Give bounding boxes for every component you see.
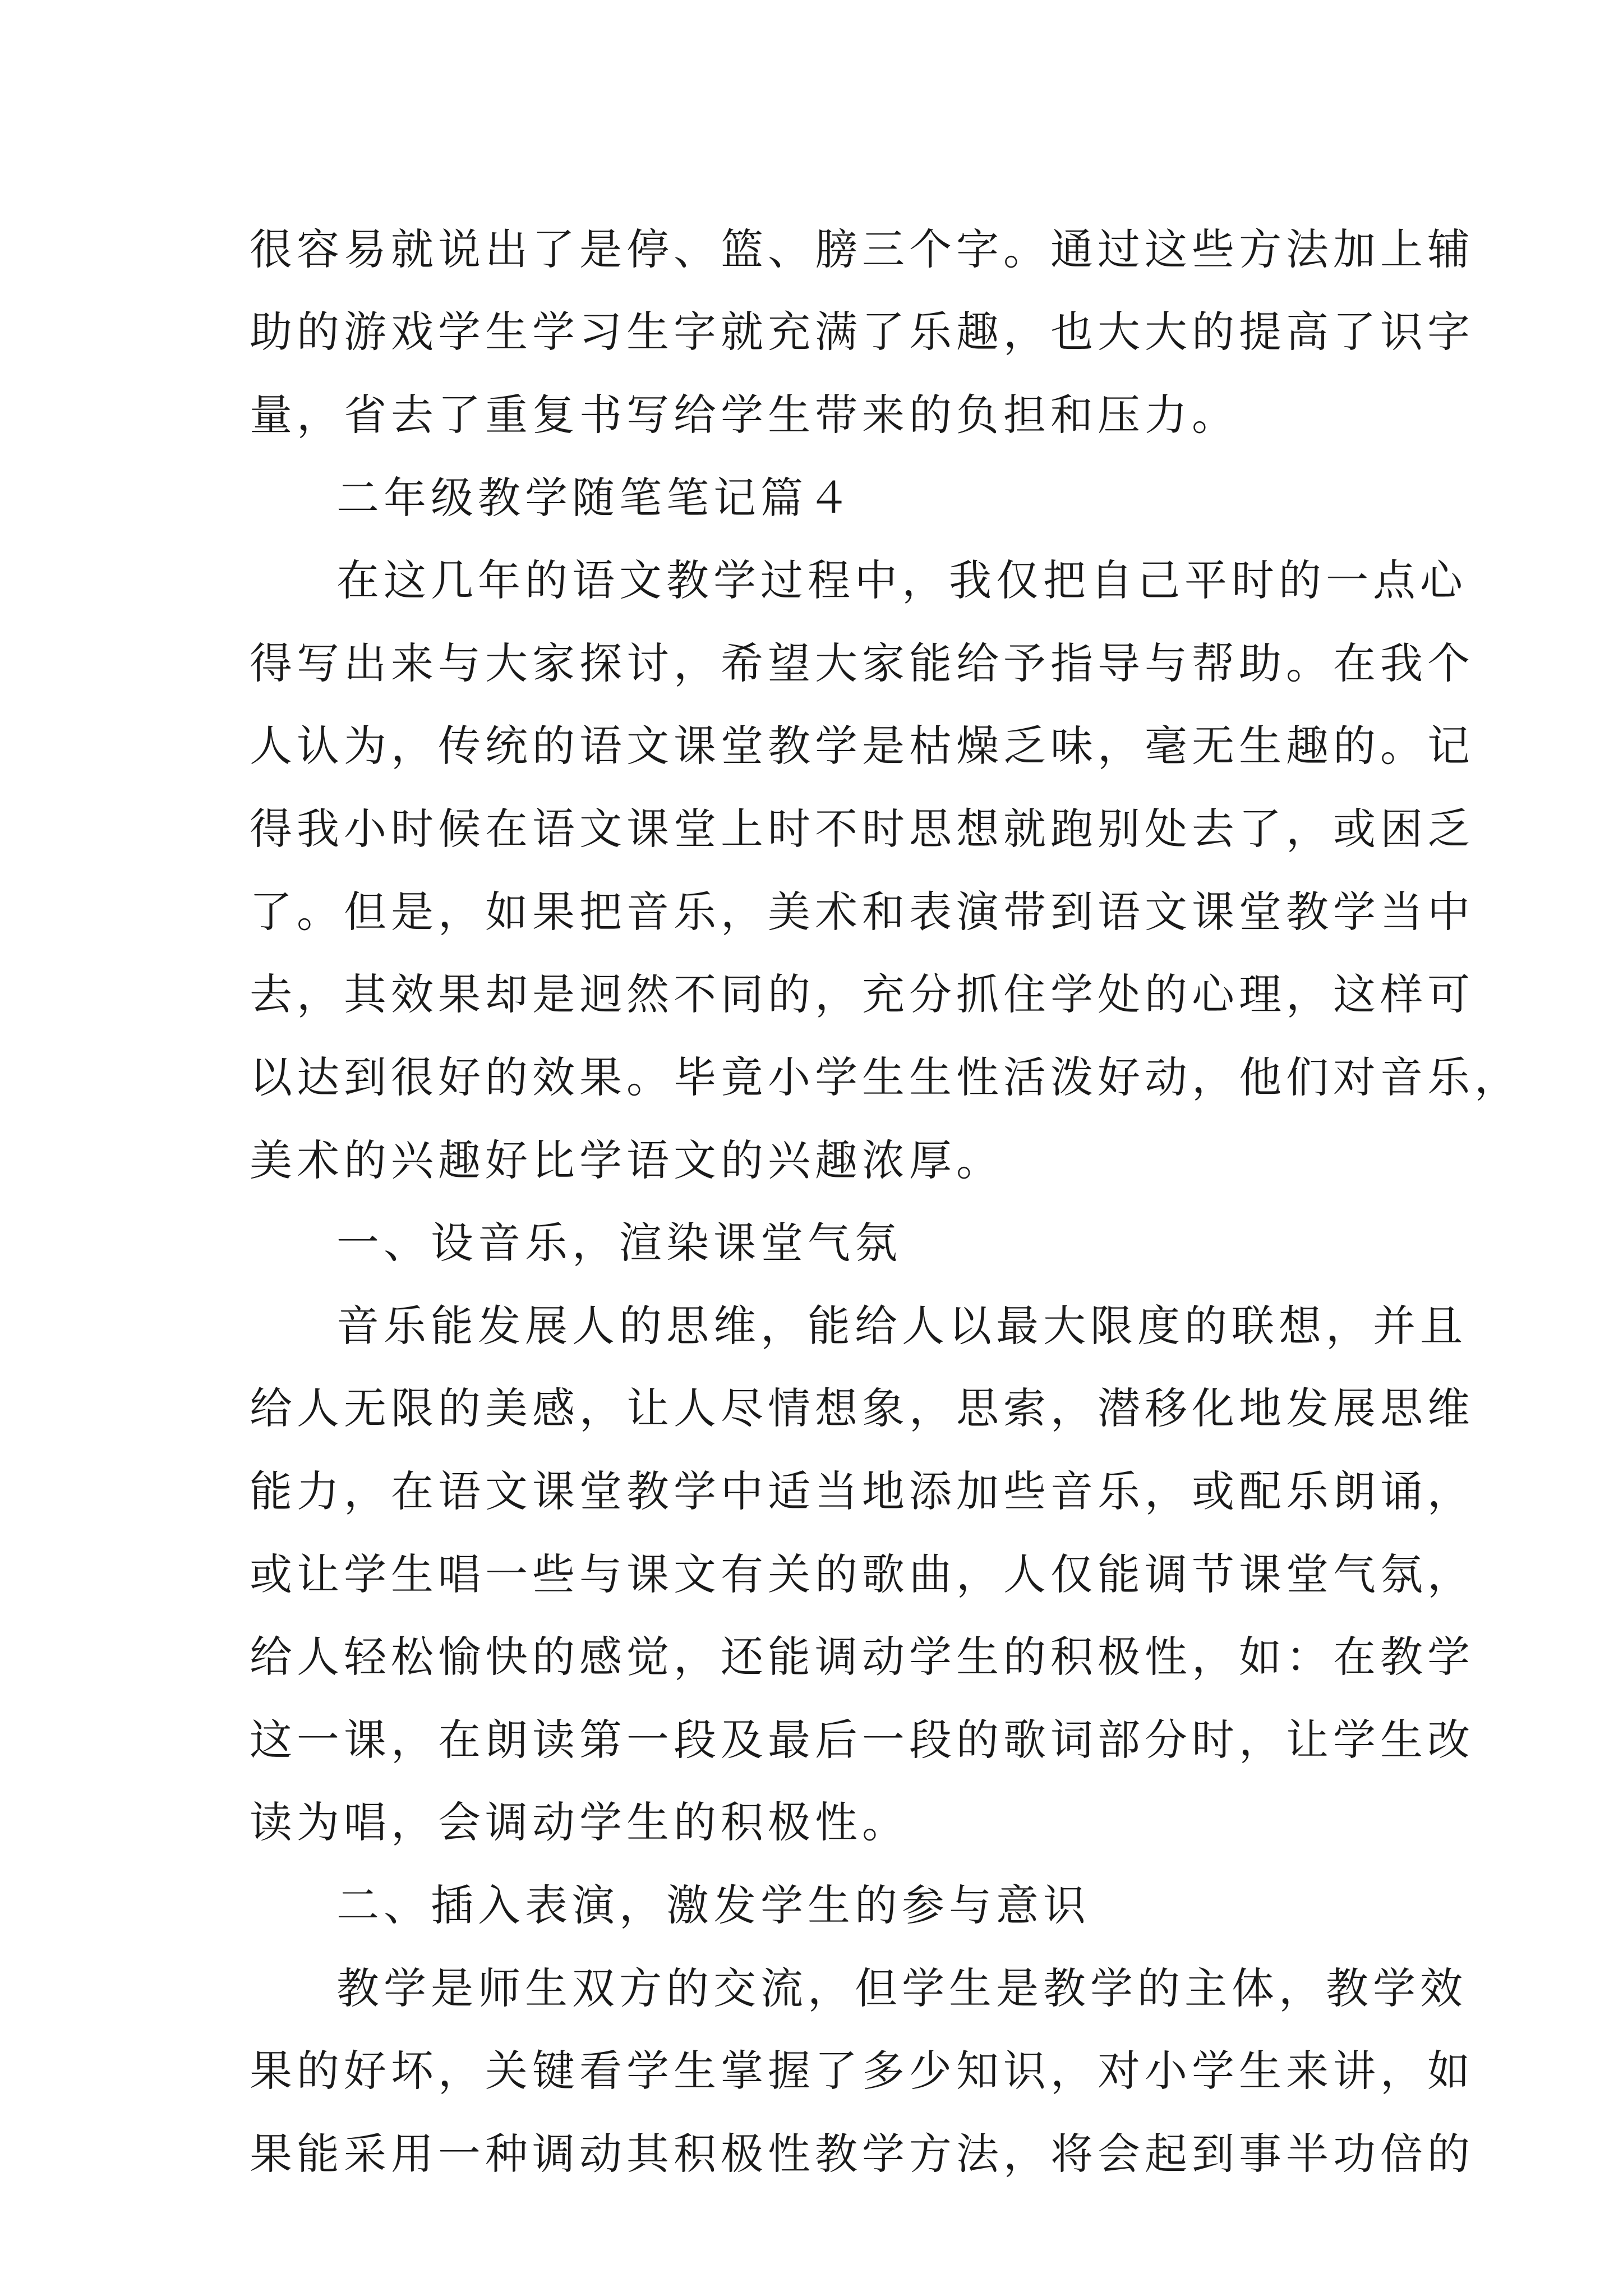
text-line: 果的好坏，关键看学生掌握了多少知识，对小学生来讲，如 xyxy=(250,2046,1474,2096)
text-line: 了。但是，如果把音乐，美术和表演带到语文课堂教学当中 xyxy=(250,887,1474,937)
text-line: 果能采用一种调动其积极性教学方法，将会起到事半功倍的 xyxy=(250,2129,1474,2179)
text-line: 音乐能发展人的思维，能给人以最大限度的联想，并且 xyxy=(336,1301,1467,1351)
text-line: 去，其效果却是迥然不同的，充分抓住学处的心理，这样可 xyxy=(250,969,1474,1019)
text-line: 得写出来与大家探讨，希望大家能给予指导与帮助。在我个 xyxy=(250,638,1474,688)
text-line: 给人轻松愉快的感觉，还能调动学生的积极性，如：在教学 xyxy=(250,1632,1474,1682)
subsection-heading: 一、设音乐，渲染课堂气氛 xyxy=(336,1218,902,1268)
subsection-heading: 二、插入表演，激发学生的参与意识 xyxy=(336,1880,1090,1930)
text-line: 教学是师生双方的交流，但学生是教学的主体，教学效 xyxy=(336,1963,1467,2013)
text-line: 很容易就说出了是停、篮、膀三个字。通过这些方法加上辅 xyxy=(250,224,1474,274)
text-line: 得我小时候在语文课堂上时不时思想就跑别处去了，或困乏 xyxy=(250,804,1474,854)
text-line: 以达到很好的效果。毕竟小学生生性活泼好动，他们对音乐， xyxy=(250,1052,1521,1102)
text-line: 在这几年的语文教学过程中，我仅把自己平时的一点心 xyxy=(336,555,1467,605)
text-line: 助的游戏学生学习生字就充满了乐趣，也大大的提高了识字 xyxy=(250,307,1474,357)
text-line: 人认为，传统的语文课堂教学是枯燥乏味，毫无生趣的。记 xyxy=(250,721,1474,771)
text-line: 量，省去了重复书写给学生带来的负担和压力。 xyxy=(250,390,1239,440)
section-heading: 二年级教学随笔笔记篇４ xyxy=(336,473,855,523)
text-line: 读为唱，会调动学生的积极性。 xyxy=(250,1797,909,1847)
text-line: 美术的兴趣好比学语文的兴趣浓厚。 xyxy=(250,1135,1003,1185)
text-line: 能力，在语文课堂教学中适当地添加些音乐，或配乐朗诵， xyxy=(250,1466,1474,1516)
text-line: 给人无限的美感，让人尽情想象，思索，潜移化地发展思维 xyxy=(250,1383,1474,1433)
text-line: 或让学生唱一些与课文有关的歌曲，人仅能调节课堂气氛， xyxy=(250,1549,1474,1599)
text-line: 这一课，在朗读第一段及最后一段的歌词部分时，让学生改 xyxy=(250,1715,1474,1765)
